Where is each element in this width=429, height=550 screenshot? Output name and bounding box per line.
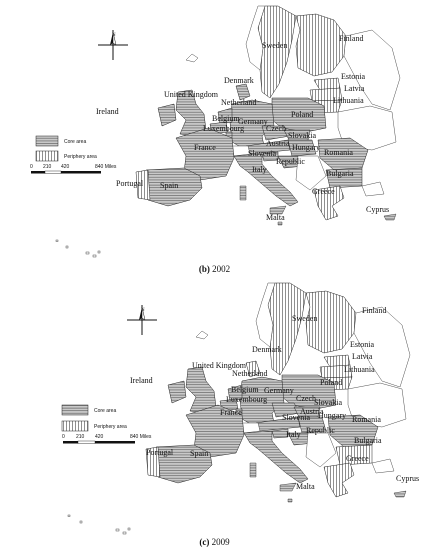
label-united-kingdom: United Kingdom bbox=[164, 90, 218, 99]
map-2009 bbox=[0, 275, 429, 537]
scale-tick-420: 420 bbox=[61, 164, 70, 170]
caption-letter: (c) bbox=[199, 537, 210, 547]
label-finland: Finland bbox=[339, 34, 364, 43]
label-spain: Spain bbox=[160, 181, 179, 190]
north-arrow bbox=[127, 305, 157, 335]
label-italy: Italy bbox=[286, 430, 301, 439]
label-malta: Malta bbox=[266, 213, 285, 222]
label-austria: Austria bbox=[300, 407, 324, 416]
legend-periphery-label: Periphery area bbox=[64, 154, 97, 160]
scale-tick-0: 0 bbox=[30, 164, 33, 170]
scale-bar bbox=[30, 164, 117, 174]
label-slovenia: Slovenia bbox=[282, 413, 310, 422]
label-estonia: Estonia bbox=[341, 72, 365, 81]
label-belgium: Belgium bbox=[212, 114, 240, 123]
label-denmark: Denmark bbox=[224, 76, 254, 85]
label-austria: Austria bbox=[266, 139, 290, 148]
label-portugal: Portugal bbox=[146, 448, 174, 457]
country-cyprus bbox=[384, 214, 396, 220]
map-panel-2009 bbox=[0, 275, 429, 550]
legend-core-swatch bbox=[62, 405, 88, 415]
scale-tick-210: 210 bbox=[43, 164, 52, 170]
scale-tick-210: 210 bbox=[76, 434, 85, 440]
label-malta: Malta bbox=[296, 482, 315, 491]
north-arrow bbox=[98, 30, 128, 60]
label-poland: Poland bbox=[320, 378, 343, 387]
country-sweden bbox=[258, 6, 296, 98]
label-france: France bbox=[220, 408, 242, 417]
label-poland: Poland bbox=[291, 110, 314, 119]
country-ireland bbox=[158, 104, 176, 126]
label-denmark: Denmark bbox=[252, 345, 282, 354]
country-malta bbox=[288, 499, 292, 502]
label-bulgaria: Bulgaria bbox=[326, 169, 354, 178]
north-label: N bbox=[141, 308, 145, 313]
scale-tick-840: 840 Miles bbox=[95, 164, 117, 170]
label-lithuania: Lithuania bbox=[333, 96, 364, 105]
label-portugal: Portugal bbox=[116, 179, 144, 188]
label-netherland: Netherland bbox=[221, 98, 257, 107]
label-romania: Romania bbox=[324, 148, 353, 157]
label-united-kingdom: United Kingdom bbox=[192, 361, 246, 370]
label-slovakia: Slovakia bbox=[314, 398, 342, 407]
label-romania: Romania bbox=[352, 415, 381, 424]
legend-core-swatch bbox=[36, 136, 58, 146]
label-cyprus: Cyprus bbox=[396, 474, 420, 483]
label-czech: Czech bbox=[266, 124, 286, 133]
country-malta bbox=[278, 222, 282, 225]
label-belgium: Belgium bbox=[231, 385, 259, 394]
country-sweden bbox=[268, 283, 306, 375]
caption-2002 bbox=[0, 264, 429, 274]
label-france: France bbox=[194, 143, 216, 152]
country-ireland bbox=[168, 381, 186, 403]
legend-core-label: Core area bbox=[94, 408, 117, 414]
legend bbox=[62, 405, 127, 431]
label-italy: Italy bbox=[252, 165, 267, 174]
caption-year: 2009 bbox=[211, 537, 230, 547]
country-united_kingdom bbox=[186, 367, 216, 413]
label-spain: Spain bbox=[190, 449, 209, 458]
label-bulgaria: Bulgaria bbox=[354, 436, 382, 445]
country-greece bbox=[324, 463, 354, 497]
label-germany: Germany bbox=[264, 386, 294, 395]
scale-tick-0: 0 bbox=[62, 434, 65, 440]
label-greece: Greece bbox=[312, 187, 335, 196]
label-hungary: Hungary bbox=[318, 411, 346, 420]
label-lithuania: Lithuania bbox=[344, 365, 375, 374]
label-slovenia: Slovenia bbox=[248, 149, 276, 158]
country-finland bbox=[296, 14, 346, 76]
label-cyprus: Cyprus bbox=[366, 205, 390, 214]
caption-year: 2002 bbox=[212, 264, 231, 274]
label-hungary: Hungary bbox=[292, 143, 320, 152]
map-2002 bbox=[0, 0, 429, 262]
label-slovakia: Slovakia bbox=[288, 131, 316, 140]
legend-periphery-swatch bbox=[62, 421, 88, 431]
label-luxembourg: Luxembourg bbox=[226, 395, 268, 404]
legend bbox=[36, 136, 97, 161]
label-ireland: Ireland bbox=[130, 376, 153, 385]
label-czech: Czech bbox=[296, 394, 316, 403]
legend-core-label: Core area bbox=[64, 139, 87, 145]
label-latvia: Latvia bbox=[352, 352, 373, 361]
label-sweden: Sweden bbox=[262, 41, 288, 50]
label-finland: Finland bbox=[362, 306, 387, 315]
caption-letter: (b) bbox=[198, 264, 210, 274]
label-estonia: Estonia bbox=[350, 340, 374, 349]
legend-periphery-label: Periphery area bbox=[94, 424, 127, 430]
label-greece: Greece bbox=[346, 454, 369, 463]
scale-tick-420: 420 bbox=[95, 434, 104, 440]
legend-periphery-swatch bbox=[36, 151, 58, 161]
caption-2009 bbox=[0, 537, 429, 547]
country-cyprus bbox=[394, 491, 406, 497]
label-sweden: Sweden bbox=[292, 314, 318, 323]
scale-bar bbox=[62, 434, 152, 444]
label-germany: Germany bbox=[238, 117, 268, 126]
label-netherland: Netherland bbox=[232, 369, 268, 378]
label-luxembourg: Luxembourg bbox=[203, 124, 245, 133]
label-republic: Republic bbox=[306, 426, 335, 435]
scale-tick-840: 840 Miles bbox=[130, 434, 152, 440]
label-ireland: Ireland bbox=[96, 107, 119, 116]
label-latvia: Latvia bbox=[344, 84, 365, 93]
label-republic: Republic bbox=[276, 157, 305, 166]
north-label: N bbox=[112, 33, 116, 38]
